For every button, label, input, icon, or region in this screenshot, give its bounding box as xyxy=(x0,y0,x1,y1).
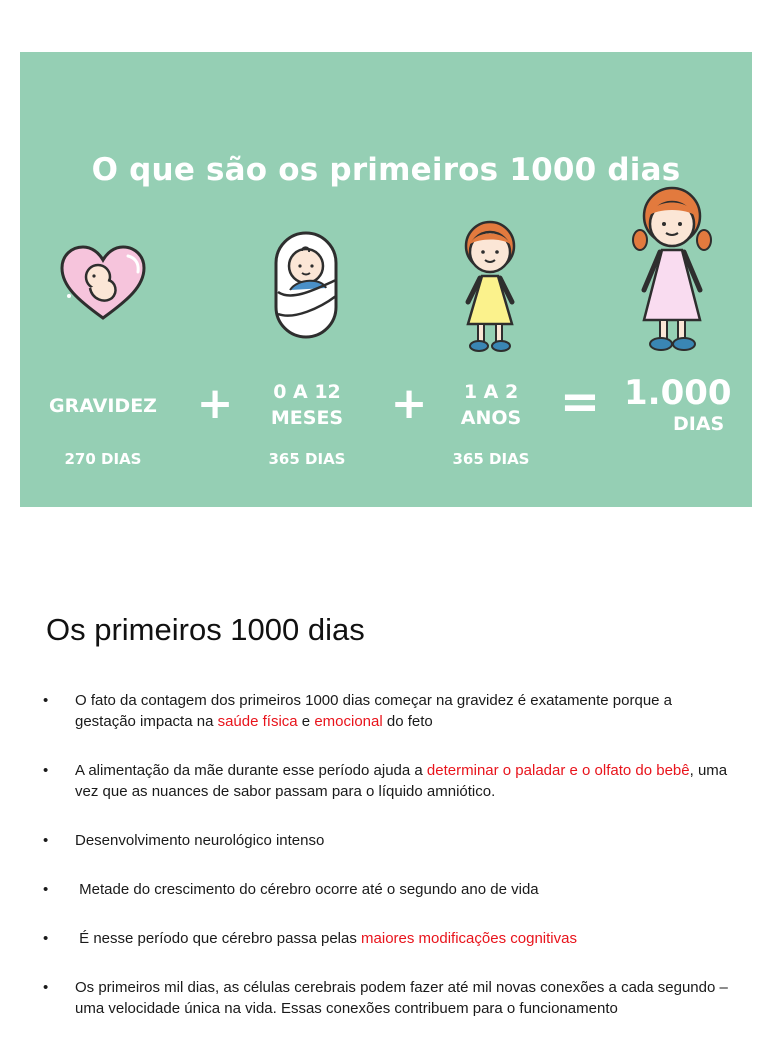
equals-sign: = xyxy=(559,374,601,430)
bullet-dot: • xyxy=(43,881,49,898)
highlight-text: determinar o paladar e o olfato do bebê xyxy=(426,762,690,779)
stage-label-line: GRAVIDEZ xyxy=(49,395,157,417)
bullet-text: O fato da contagem dos primeiros 1000 dias começar na gravidez é exatamente porque a gestação impacta na xyxy=(75,692,673,730)
bullet-dot: • xyxy=(43,832,49,849)
bullet-item xyxy=(42,760,732,802)
stage-label-line: ANOS xyxy=(460,407,522,429)
banner-title: O que são os primeiros 1000 dias xyxy=(91,152,681,188)
bullet-text: Desenvolvimento neurológico intenso xyxy=(75,832,325,849)
bullet-item xyxy=(42,879,732,900)
highlight-text: emocional xyxy=(314,713,383,730)
stage-label-gravidez xyxy=(28,393,178,419)
bullet-item xyxy=(42,690,732,732)
bullet-item xyxy=(42,977,732,1019)
stage-days-0-12-meses: 365 DIAS xyxy=(268,450,346,468)
toddler-girl-icon xyxy=(452,214,528,356)
bullet-text: , uma vez que as nuances de sabor passam para o líquido amniótico. xyxy=(75,762,728,800)
total-days-number: 1.000 xyxy=(624,373,732,413)
stage-label-line: 1 A 2 xyxy=(463,381,519,403)
bullet-text: e xyxy=(297,713,315,730)
stage-label-0-12-meses xyxy=(232,379,382,431)
bullet-item xyxy=(42,830,732,851)
section-title: Os primeiros 1000 dias xyxy=(46,612,365,647)
highlight-text: maiores modificações cognitivas xyxy=(361,930,577,947)
bullet-dot: • xyxy=(43,930,49,947)
infographic-banner xyxy=(20,52,752,507)
plus-sign: + xyxy=(196,378,234,429)
stage-label-line: MESES xyxy=(270,407,344,429)
stage-label-1-2-anos xyxy=(416,379,566,431)
highlight-text: saúde física xyxy=(217,713,298,730)
stage-label-line: 0 A 12 xyxy=(273,381,341,403)
bullet-dot: • xyxy=(43,692,49,709)
plus-sign: + xyxy=(390,378,428,429)
bullet-text: do feto xyxy=(382,713,433,730)
bullet-text: Os primeiros mil dias, as células cerebrais podem fazer até mil novas conexões a cada segundo – uma velocidade única na vida. Essas conexões contribuem para o funcionamento xyxy=(75,979,728,1017)
bullet-item xyxy=(42,928,732,949)
bullet-dot: • xyxy=(43,979,49,996)
swaddled-baby-icon xyxy=(272,230,342,342)
heart-fetus-icon xyxy=(58,244,148,324)
bullet-list xyxy=(42,690,732,1047)
total-days-unit: DIAS xyxy=(673,413,725,435)
bullet-dot: • xyxy=(43,762,49,779)
bullet-text: É nesse período que cérebro passa pelas xyxy=(75,930,362,947)
bullet-text: A alimentação da mãe durante esse período ajuda a xyxy=(75,762,427,779)
bullet-text: Metade do crescimento do cérebro ocorre até o segundo ano de vida xyxy=(75,881,539,898)
stage-days-gravidez: 270 DIAS xyxy=(64,450,142,468)
stage-days-1-2-anos: 365 DIAS xyxy=(452,450,530,468)
child-girl-icon xyxy=(624,182,720,356)
